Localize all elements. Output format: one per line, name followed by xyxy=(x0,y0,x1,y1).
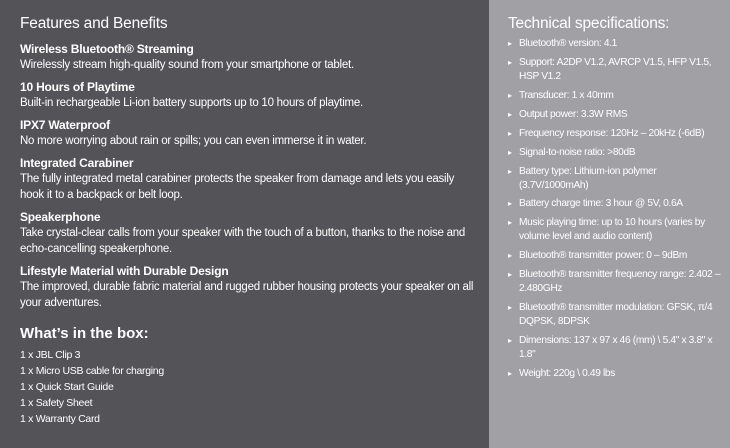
feature-heading: 10 Hours of Playtime xyxy=(20,80,135,94)
feature-heading: Lifestyle Material with Durable Design xyxy=(20,264,229,278)
feature-text: Take crystal-clear calls from your speaker with the touch of a button, thanks to the noise and echo-cancelling speakerphone. xyxy=(20,227,466,255)
spec-text: Bluetooth® transmitter power: 0 – 9dBm xyxy=(519,250,688,262)
spec-item xyxy=(508,165,722,193)
spec-item xyxy=(508,367,722,381)
box-item: 1 x JBL Clip 3 xyxy=(20,349,81,361)
triangle-bullet-icon: ▸ xyxy=(508,199,512,209)
spec-text: Transducer: 1 x 40mm xyxy=(519,89,614,101)
spec-text: Support: A2DP V1.2, AVRCP V1.5, HFP V1.5, HSP V1.2 xyxy=(519,56,712,82)
spec-text: Dimensions: 137 x 97 x 46 (mm) \ 5.4" x 3.8" x 1.8" xyxy=(519,334,713,360)
spec-item xyxy=(508,89,722,103)
triangle-bullet-icon: ▸ xyxy=(508,251,512,261)
triangle-bullet-icon: ▸ xyxy=(508,39,512,48)
box-item: 1 x Warranty Card xyxy=(20,413,100,425)
specs-title: Technical specifications: xyxy=(508,15,670,32)
spec-text: Battery type: Lithium-ion polymer (3.7V/1000mAh) xyxy=(519,165,657,191)
feature-item xyxy=(20,79,479,111)
spec-item xyxy=(508,334,722,362)
feature-heading: Integrated Carabiner xyxy=(20,156,134,170)
feature-item xyxy=(20,117,479,149)
spec-text: Weight: 220g \ 0.49 lbs xyxy=(519,367,615,379)
spec-text: Signal-to-noise ratio: >80dB xyxy=(519,146,636,158)
spec-text: Bluetooth® transmitter frequency range: 2.402 – 2.480GHz xyxy=(519,269,721,295)
specs-panel xyxy=(489,0,730,448)
feature-item xyxy=(20,41,479,73)
spec-item xyxy=(508,146,722,160)
feature-item xyxy=(20,155,479,203)
spec-item xyxy=(508,127,722,141)
triangle-bullet-icon: ▸ xyxy=(508,109,512,119)
box-contents-title: What’s in the box: xyxy=(20,325,149,342)
feature-heading: IPX7 Waterproof xyxy=(20,118,110,132)
feature-text: Built-in rechargeable Li-ion battery supports up to 10 hours of playtime. xyxy=(20,97,363,109)
features-title: Features and Benefits xyxy=(20,15,168,32)
spec-text: Bluetooth® version: 4.1 xyxy=(519,38,617,49)
box-item: 1 x Quick Start Guide xyxy=(20,381,114,393)
triangle-bullet-icon: ▸ xyxy=(508,270,512,280)
box-contents-list xyxy=(20,347,479,427)
spec-text: Output power: 3.3W RMS xyxy=(519,108,628,120)
box-item: 1 x Safety Sheet xyxy=(20,397,93,409)
feature-heading: Speakerphone xyxy=(20,210,101,224)
spec-item xyxy=(508,37,722,51)
spec-item xyxy=(508,197,722,211)
spec-item xyxy=(508,108,722,122)
triangle-bullet-icon: ▸ xyxy=(508,368,512,378)
triangle-bullet-icon: ▸ xyxy=(508,57,512,67)
specs-list xyxy=(508,37,722,380)
feature-heading: Wireless Bluetooth® Streaming xyxy=(20,42,194,56)
triangle-bullet-icon: ▸ xyxy=(508,90,512,100)
spec-text: Battery charge time: 3 hour @ 5V, 0.6A xyxy=(519,198,683,210)
spec-text: Music playing time: up to 10 hours (varies by volume level and audio content) xyxy=(519,217,705,243)
feature-item xyxy=(20,209,479,257)
triangle-bullet-icon: ▸ xyxy=(508,218,512,228)
spec-item xyxy=(508,249,722,263)
triangle-bullet-icon: ▸ xyxy=(508,128,512,138)
feature-text: Wirelessly stream high-quality sound from your smartphone or tablet. xyxy=(20,59,354,71)
spec-item xyxy=(508,301,722,329)
feature-text: The fully integrated metal carabiner protects the speaker from damage and lets you easily hook it to a backpack or belt loop. xyxy=(20,173,455,201)
triangle-bullet-icon: ▸ xyxy=(508,303,512,313)
spec-item xyxy=(508,268,722,296)
triangle-bullet-icon: ▸ xyxy=(508,335,512,345)
feature-item xyxy=(20,263,479,311)
spec-text: Bluetooth® transmitter modulation: GFSK, π/4 DQPSK, 8DPSK xyxy=(519,302,713,327)
feature-text: The improved, durable fabric material and rugged rubber housing protects your speaker on all your adventures. xyxy=(20,281,474,309)
spec-item xyxy=(508,56,722,84)
triangle-bullet-icon: ▸ xyxy=(508,166,512,176)
spec-item xyxy=(508,216,722,244)
triangle-bullet-icon: ▸ xyxy=(508,147,512,157)
box-item: 1 x Micro USB cable for charging xyxy=(20,365,164,377)
feature-text: No more worrying about rain or spills; you can even immerse it in water. xyxy=(20,135,367,147)
spec-text: Frequency response: 120Hz – 20kHz (-6dB) xyxy=(519,127,705,139)
